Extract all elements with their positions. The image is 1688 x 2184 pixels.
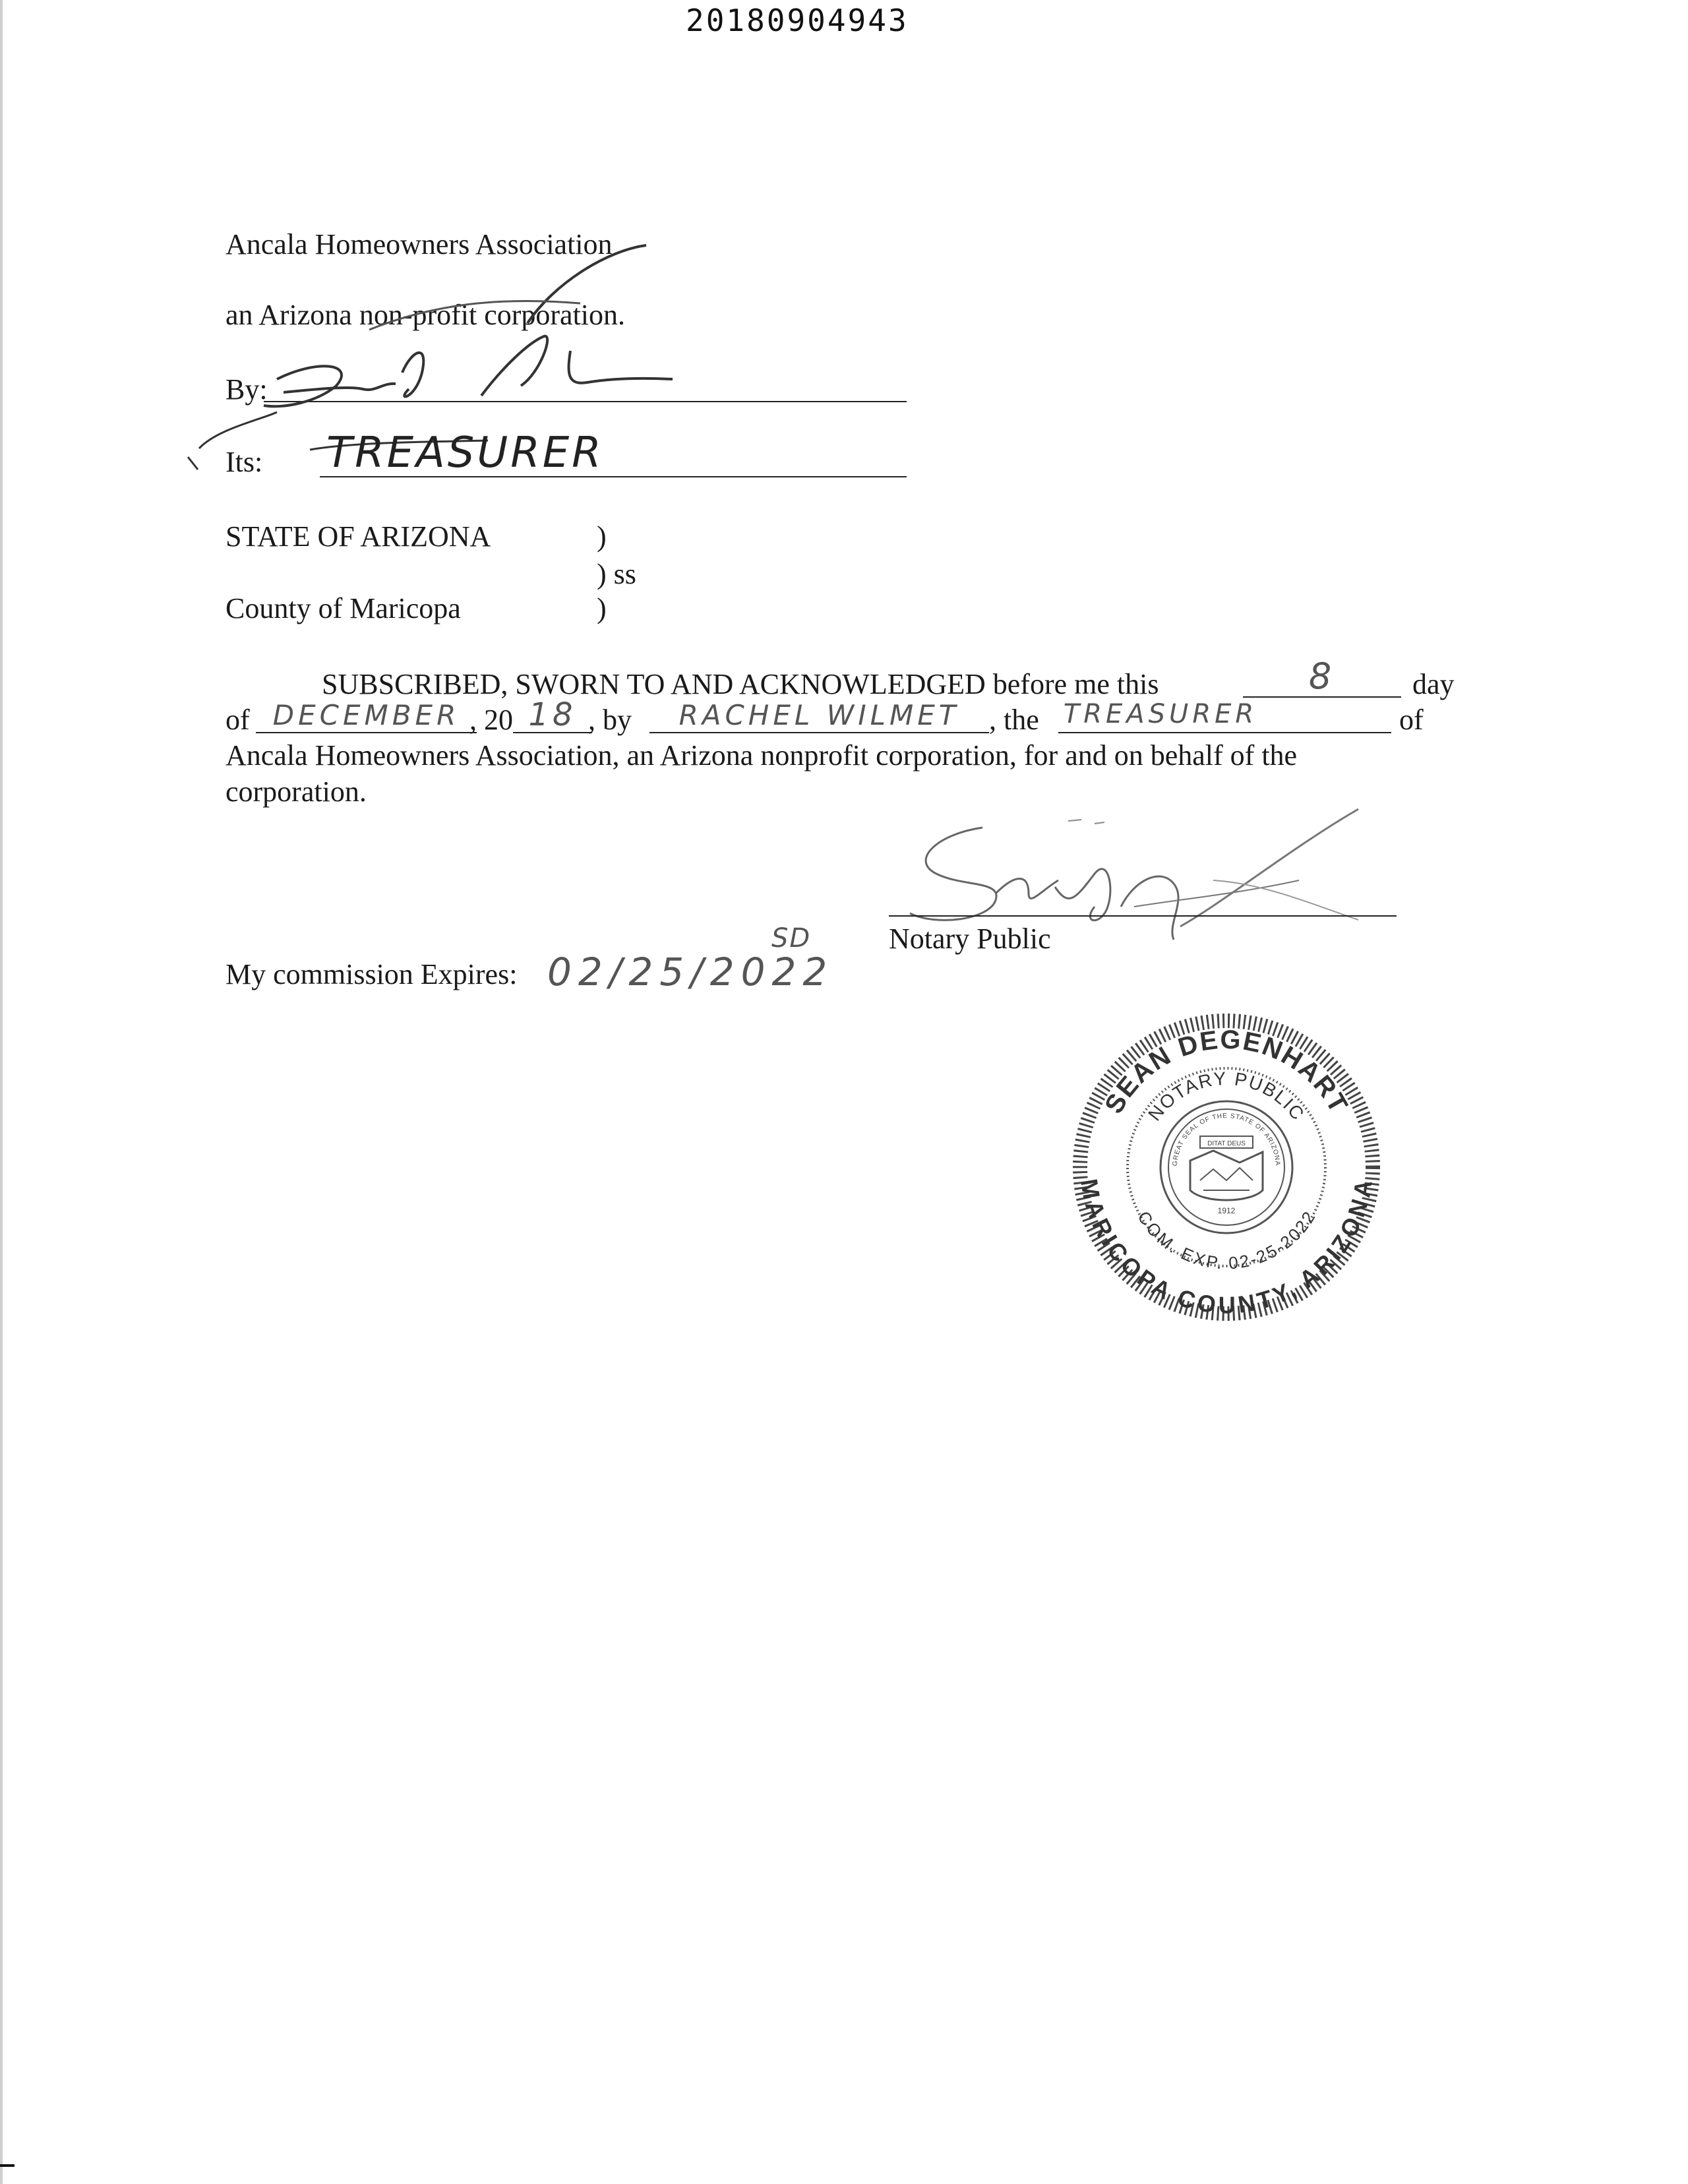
- its-label: Its:: [226, 446, 263, 478]
- org-type: an Arizona non-profit corporation.: [226, 299, 626, 331]
- seal-inner-top: NOTARY PUBLIC: [1144, 1068, 1309, 1125]
- seal-outer-top: SEAN DEGENHART: [1099, 1025, 1354, 1119]
- seal-inner-bottom: COM. EXP. 02-25-2022: [1133, 1207, 1319, 1273]
- ack-text-of: of: [226, 704, 250, 736]
- svg-text:COM. EXP. 02-25-2022: [1133, 1207, 1319, 1273]
- month-value: DECEMBER: [272, 699, 460, 731]
- seal-center-motto: DITAT DEUS: [1207, 1140, 1246, 1147]
- its-value: TREASURER: [326, 429, 604, 477]
- name-value: RACHEL WILMET: [678, 699, 960, 731]
- org-name: Ancala Homeowners Association: [226, 228, 613, 260]
- venue-paren-1: ): [597, 520, 607, 553]
- commission-initials: SD: [771, 923, 812, 954]
- notary-signature-line: [889, 915, 1397, 917]
- commission-value: 02/25/2022: [547, 950, 834, 994]
- commission-label: My commission Expires:: [226, 958, 518, 990]
- ack-line-4: corporation.: [226, 775, 367, 808]
- svg-text:MARICOPA COUNTY, ARIZONA: [1075, 1177, 1377, 1319]
- ack-text-1: SUBSCRIBED, SWORN TO AND ACKNOWLEDGED before me this: [322, 668, 1159, 700]
- notary-public-label: Notary Public: [889, 923, 1051, 955]
- recording-number: 20180904943: [686, 3, 909, 38]
- ack-text-day: day: [1412, 668, 1455, 700]
- ack-line-3: Ancala Homeowners Association, an Arizona nonprofit corporation, for and on behalf of the: [226, 739, 1298, 772]
- notary-seal: [1071, 1012, 1381, 1322]
- ack-text-year-prefix: , 20: [469, 704, 513, 736]
- seal-center-top: GREAT SEAL OF THE STATE OF ARIZONA: [1171, 1112, 1282, 1167]
- venue-state: STATE OF ARIZONA: [226, 520, 491, 553]
- by-label: By:: [226, 373, 268, 406]
- seal-center-year: 1912: [1217, 1206, 1236, 1215]
- venue-paren-3: ): [597, 592, 607, 624]
- seal-outer-bottom: MARICOPA COUNTY, ARIZONA: [1075, 1176, 1377, 1319]
- ack-text-the: , the: [989, 704, 1039, 736]
- venue-ss: ) ss: [597, 558, 636, 590]
- day-value: 8: [1308, 655, 1336, 697]
- svg-text:SEAN DEGENHART: [1099, 1025, 1354, 1119]
- scan-edge: [0, 0, 3, 2184]
- year-value: 18: [528, 696, 577, 733]
- title-value: TREASURER: [1063, 699, 1258, 729]
- month-line: [256, 732, 477, 733]
- ack-text-by: , by: [588, 704, 632, 736]
- venue-county: County of Maricopa: [226, 592, 461, 624]
- svg-text:GREAT SEAL OF THE STATE OF ARI: [1172, 1112, 1281, 1167]
- name-line: [649, 732, 989, 733]
- ack-text-of-end: of: [1399, 704, 1424, 736]
- title-line: [1058, 732, 1391, 733]
- scan-mark: [0, 2164, 15, 2167]
